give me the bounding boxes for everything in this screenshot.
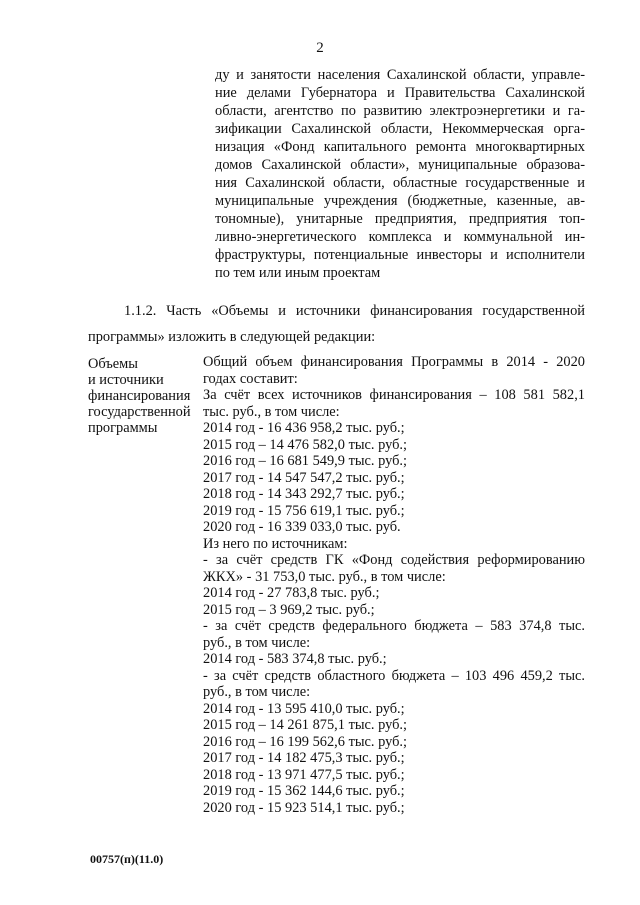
- intro-line: области, агентство по развитию электроэнергетики и га-: [215, 103, 585, 119]
- funding-line: 2015 год – 14 476 582,0 тыс. руб.;: [203, 437, 408, 453]
- intro-line: ния Сахалинской области, областные государственные и: [215, 175, 585, 191]
- funding-line: - за счёт средств ГК «Фонд содействия реформированию: [203, 552, 585, 568]
- funding-line: 2014 год - 27 783,8 тыс. руб.;: [203, 585, 380, 601]
- funding-line: 2016 год – 16 199 562,6 тыс. руб.;: [203, 734, 408, 750]
- label-line: финансирования: [88, 388, 191, 404]
- funding-line: 2020 год - 16 339 033,0 тыс. руб.: [203, 519, 401, 535]
- label-line: программы: [88, 420, 158, 436]
- page-number: 2: [316, 40, 324, 56]
- intro-line: зификации Сахалинской области, Некоммерческая орга-: [215, 121, 585, 137]
- paragraph-line: программы» изложить в следующей редакции:: [88, 329, 376, 345]
- funding-line: 2016 год – 16 681 549,9 тыс. руб.;: [203, 453, 408, 469]
- funding-line: - за счёт средств федерального бюджета – 583 374,8 тыс.: [203, 618, 585, 634]
- funding-line: 2019 год - 15 362 144,6 тыс. руб.;: [203, 783, 405, 799]
- funding-line: 2017 год - 14 547 547,2 тыс. руб.;: [203, 470, 405, 486]
- document-code: 00757(п)(11.0): [90, 852, 164, 866]
- funding-line: 2014 год - 583 374,8 тыс. руб.;: [203, 651, 387, 667]
- intro-line: ливно-энергетического комплекса и коммунальной ин-: [215, 229, 585, 245]
- funding-line: 2018 год - 14 343 292,7 тыс. руб.;: [203, 486, 405, 502]
- funding-line: 2019 год - 15 756 619,1 тыс. руб.;: [203, 503, 405, 519]
- funding-line: За счёт всех источников финансирования – 108 581 582,1: [203, 387, 585, 403]
- funding-line: - за счёт средств областного бюджета – 103 496 459,2 тыс.: [203, 668, 585, 684]
- funding-line: 2015 год – 14 261 875,1 тыс. руб.;: [203, 717, 408, 733]
- funding-line: Общий объем финансирования Программы в 2014 - 2020: [203, 354, 585, 370]
- funding-line: 2017 год - 14 182 475,3 тыс. руб.;: [203, 750, 405, 766]
- label-line: и источники: [88, 372, 164, 388]
- funding-line: руб., в том числе:: [203, 684, 311, 700]
- intro-line: тономные), унитарные предприятия, предприятия топ-: [215, 211, 585, 227]
- funding-line: руб., в том числе:: [203, 635, 311, 651]
- funding-line: 2015 год – 3 969,2 тыс. руб.;: [203, 602, 375, 618]
- funding-line: ЖКХ» - 31 753,0 тыс. руб., в том числе:: [203, 569, 446, 585]
- intro-line: ние делами Губернатора и Правительства Сахалинской: [215, 85, 585, 101]
- funding-line: 2014 год - 16 436 958,2 тыс. руб.;: [203, 420, 405, 436]
- intro-line: домов Сахалинской области», муниципальные образова-: [215, 157, 585, 173]
- funding-line: 2020 год - 15 923 514,1 тыс. руб.;: [203, 800, 405, 816]
- intro-line: низация «Фонд капитального ремонта многоквартирных: [215, 139, 585, 155]
- intro-line: фраструктуры, потенциальные инвесторы и исполнители: [215, 247, 585, 263]
- funding-line: 2018 год - 13 971 477,5 тыс. руб.;: [203, 767, 405, 783]
- label-line: Объемы: [88, 356, 138, 372]
- intro-line: ду и занятости населения Сахалинской области, управле-: [215, 67, 585, 83]
- intro-line: по тем или иным проектам: [215, 265, 381, 281]
- funding-line: тыс. руб., в том числе:: [203, 404, 340, 420]
- intro-line: муниципальные учреждения (бюджетные, казенные, ав-: [215, 193, 585, 209]
- funding-line: Из него по источникам:: [203, 536, 348, 552]
- paragraph-line: 1.1.2. Часть «Объемы и источники финансирования государственной: [124, 303, 585, 319]
- label-line: государственной: [88, 404, 191, 420]
- funding-line: 2014 год - 13 595 410,0 тыс. руб.;: [203, 701, 405, 717]
- funding-line: годах составит:: [203, 371, 298, 387]
